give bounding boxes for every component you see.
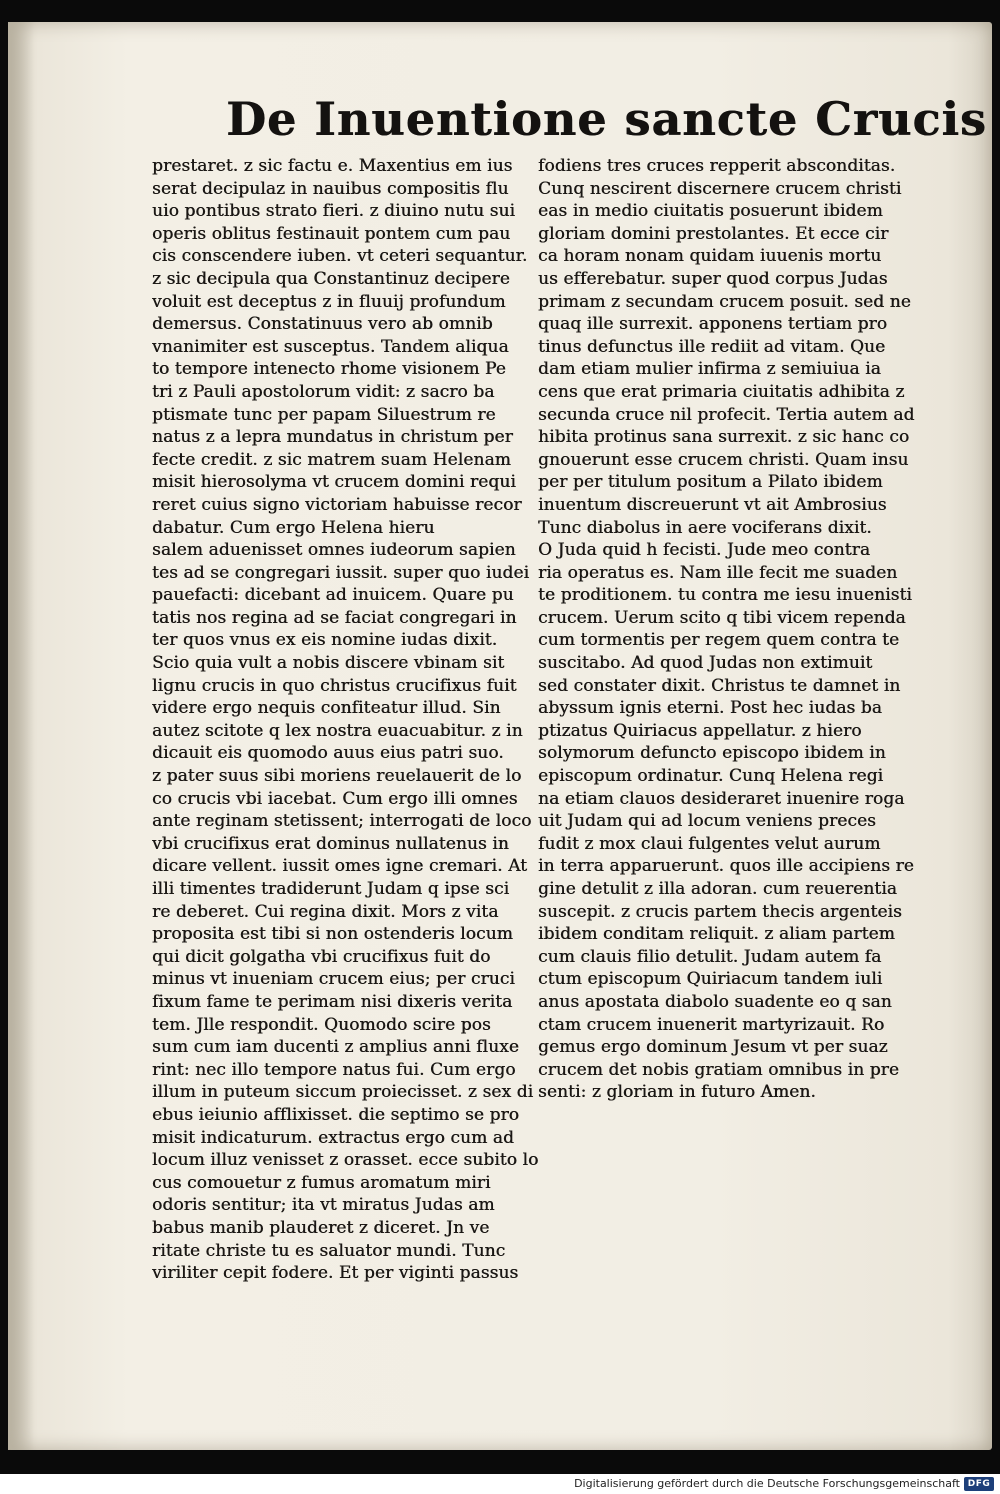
text-line: reret cuius signo victoriam habuisse recor: [152, 494, 522, 515]
text-line: re deberet. Cui regina dixit. Mors z vita: [152, 901, 499, 922]
text-line: na etiam clauos desideraret inuenire roga: [538, 788, 905, 809]
text-line: illi timentes tradiderunt Judam q ipse sci: [152, 879, 510, 899]
text-line: misit indicaturum. extractus ergo cum ad: [152, 1127, 514, 1148]
text-line: fudit z mox claui fulgentes velut aurum: [538, 833, 881, 854]
text-line: inuentum discreuerunt vt ait Ambrosius: [538, 494, 887, 515]
text-line: babus manib plauderet z diceret. Jn ve: [152, 1217, 490, 1238]
text-line: voluit est deceptus z in fluuij profundum: [152, 291, 506, 312]
text-line: proposita est tibi si non ostenderis locum: [152, 924, 513, 945]
text-line: tem. Jlle respondit. Quomodo scire pos: [152, 1014, 491, 1035]
text-line: cis conscendere iuben. vt ceteri sequantur.: [152, 246, 528, 267]
text-line: suscitabo. Ad quod Judas non extimuit: [538, 653, 873, 674]
text-line: ctum episcopum Quiriacum tandem iuli: [538, 969, 883, 990]
text-line: crucem. Uerum scito q tibi vicem rependa: [538, 607, 906, 628]
left-text-column: [152, 155, 566, 1285]
text-line: fixum fame te perimam nisi dixeris verita: [152, 991, 513, 1012]
text-line: dam etiam mulier infirma z semiuiua ia: [538, 359, 881, 380]
text-line: vnanimiter est susceptus. Tandem aliqua: [152, 336, 509, 357]
funding-credit: Digitalisierung gefördert durch die Deutsche Forschungsgemeinschaft: [574, 1477, 960, 1490]
text-line: solymorum defuncto episcopo ibidem in: [538, 743, 886, 764]
text-line: gine detulit z illa adoran. cum reuerentia: [538, 879, 897, 899]
text-line: tatis nos regina ad se faciat congregari in: [152, 607, 517, 628]
text-line: locum illuz venisset z orasset. ecce subito lo: [152, 1150, 539, 1171]
text-line: per per titulum positum a Pilato ibidem: [538, 472, 883, 493]
text-line: ebus ieiunio afflixisset. die septimo se pro: [152, 1104, 520, 1125]
text-line: sum cum iam ducenti z amplius anni fluxe: [152, 1037, 519, 1058]
footer-bar: [0, 1474, 1000, 1494]
text-line: gnouerunt esse crucem christi. Quam insu: [538, 449, 909, 470]
text-line: illum in puteum siccum proiecisset. z sex di: [152, 1082, 534, 1103]
text-line: salem aduenisset omnes iudeorum sapien: [152, 540, 516, 561]
text-line: in terra apparuerunt. quos ille accipiens re: [538, 856, 914, 877]
text-line: ante reginam stetissent; interrogati de loco: [152, 811, 532, 832]
text-line: dicare vellent. iussit omes igne cremari. At: [152, 856, 528, 877]
text-line: us efferebatur. super quod corpus Judas: [538, 268, 888, 289]
text-line: serat decipulaz in nauibus compositis flu: [152, 178, 509, 199]
text-line: tes ad se congregari iussit. super quo iudei: [152, 562, 530, 583]
text-line: pauefacti: dicebant ad inuicem. Quare pu: [152, 585, 514, 606]
text-line: gloriam domini prestolantes. Et ecce cir: [538, 223, 889, 244]
text-line: operis oblitus festinauit pontem cum pau: [152, 223, 511, 244]
text-line: te proditionem. tu contra me iesu inuenisti: [538, 585, 912, 606]
text-line: qui dicit golgatha vbi crucifixus fuit do: [152, 946, 491, 967]
text-line: cum clauis filio detulit. Judam autem fa: [538, 946, 882, 967]
text-line: ctam crucem inuenerit martyrizauit. Ro: [538, 1014, 885, 1035]
text-line: co crucis vbi iacebat. Cum ergo illi omnes: [152, 788, 518, 809]
text-line: cens que erat primaria ciuitatis adhibita z: [538, 381, 905, 402]
text-line: rint: nec illo tempore natus fui. Cum ergo: [152, 1059, 516, 1080]
text-line: videre ergo nequis confiteatur illud. Sin: [152, 698, 501, 719]
book-page: [8, 22, 992, 1450]
text-line: sed constater dixit. Christus te damnet in: [538, 675, 901, 696]
page-gutter-shadow: [8, 22, 34, 1450]
text-line: tinus defunctus ille rediit ad vitam. Que: [538, 336, 886, 357]
text-line: autez scitote q lex nostra euacuabitur. z in: [152, 720, 523, 741]
text-line: misit hierosolyma vt crucem domini requi: [152, 472, 516, 493]
text-line: to tempore intenecto rhome visionem Pe: [152, 359, 506, 380]
text-line: lignu crucis in quo christus crucifixus fuit: [152, 675, 517, 696]
text-line: suscepit. z crucis partem thecis argenteis: [538, 901, 902, 922]
text-line: Scio quia vult a nobis discere vbinam sit: [152, 653, 505, 674]
text-line: ptismate tunc per papam Siluestrum re: [152, 404, 496, 425]
text-line: anus apostata diabolo suadente eo q san: [538, 991, 892, 1012]
right-text-column: [538, 155, 950, 1104]
page-heading: De Inuentione sancte Crucis: [226, 92, 987, 146]
text-line: cum tormentis per regem quem contra te: [538, 630, 900, 651]
text-line: hibita protinus sana surrexit. z sic hanc co: [538, 427, 910, 448]
text-line: quaq ille surrexit. apponens tertiam pro: [538, 314, 888, 335]
text-line: z pater suus sibi moriens reuelauerit de lo: [152, 766, 522, 787]
text-line: fodiens tres cruces repperit absconditas.: [538, 156, 896, 176]
text-line: dabatur. Cum ergo Helena hieru: [152, 517, 435, 538]
text-line: uit Judam qui ad locum veniens preces: [538, 811, 876, 832]
text-line: primam z secundam crucem posuit. sed ne: [538, 291, 911, 312]
text-line: fecte credit. z sic matrem suam Helenam: [152, 449, 511, 470]
text-line: episcopum ordinatur. Cunq Helena regi: [538, 766, 884, 787]
text-line: z sic decipula qua Constantinuz decipere: [152, 268, 510, 289]
text-line: abyssum ignis eterni. Post hec iudas ba: [538, 698, 882, 719]
text-line: ritate christe tu es saluator mundi. Tunc: [152, 1240, 506, 1261]
text-line: Tunc diabolus in aere vociferans dixit.: [538, 517, 872, 538]
text-line: Cunq nescirent discernere crucem christi: [538, 178, 902, 199]
text-line: crucem det nobis gratiam omnibus in pre: [538, 1059, 900, 1080]
text-line: secunda cruce nil profecit. Tertia autem ad: [538, 404, 915, 425]
text-line: vbi crucifixus erat dominus nullatenus in: [152, 833, 509, 854]
text-line: ter quos vnus ex eis nomine iudas dixit.: [152, 630, 498, 651]
text-line: natus z a lepra mundatus in christum per: [152, 427, 513, 448]
text-line: eas in medio ciuitatis posuerunt ibidem: [538, 201, 883, 222]
text-line: ca horam nonam quidam iuuenis mortu: [538, 246, 882, 267]
text-line: minus vt inueniam crucem eius; per cruci: [152, 969, 515, 990]
text-line: senti: z gloriam in futuro Amen.: [538, 1082, 816, 1103]
text-line: odoris sentitur; ita vt miratus Judas am: [152, 1195, 495, 1216]
text-line: viriliter cepit fodere. Et per viginti passus: [152, 1263, 519, 1284]
text-line: prestaret. z sic factu e. Maxentius em ius: [152, 156, 513, 176]
text-line: ptizatus Quiriacus appellatur. z hiero: [538, 720, 862, 741]
text-line: tri z Pauli apostolorum vidit: z sacro ba: [152, 381, 495, 402]
text-line: O Juda quid h fecisti. Jude meo contra: [538, 540, 871, 561]
text-line: dicauit eis quomodo auus eius patri suo.: [152, 743, 504, 764]
text-line: ria operatus es. Nam ille fecit me suaden: [538, 562, 898, 583]
text-line: cus comouetur z fumus aromatum miri: [152, 1172, 491, 1193]
text-line: demersus. Constatinuus vero ab omnib: [152, 314, 493, 335]
text-line: uio pontibus strato fieri. z diuino nutu sui: [152, 201, 516, 222]
text-line: ibidem conditam reliquit. z aliam partem: [538, 924, 895, 945]
dfg-logo: DFG: [964, 1477, 994, 1491]
text-line: gemus ergo dominum Jesum vt per suaz: [538, 1037, 888, 1058]
